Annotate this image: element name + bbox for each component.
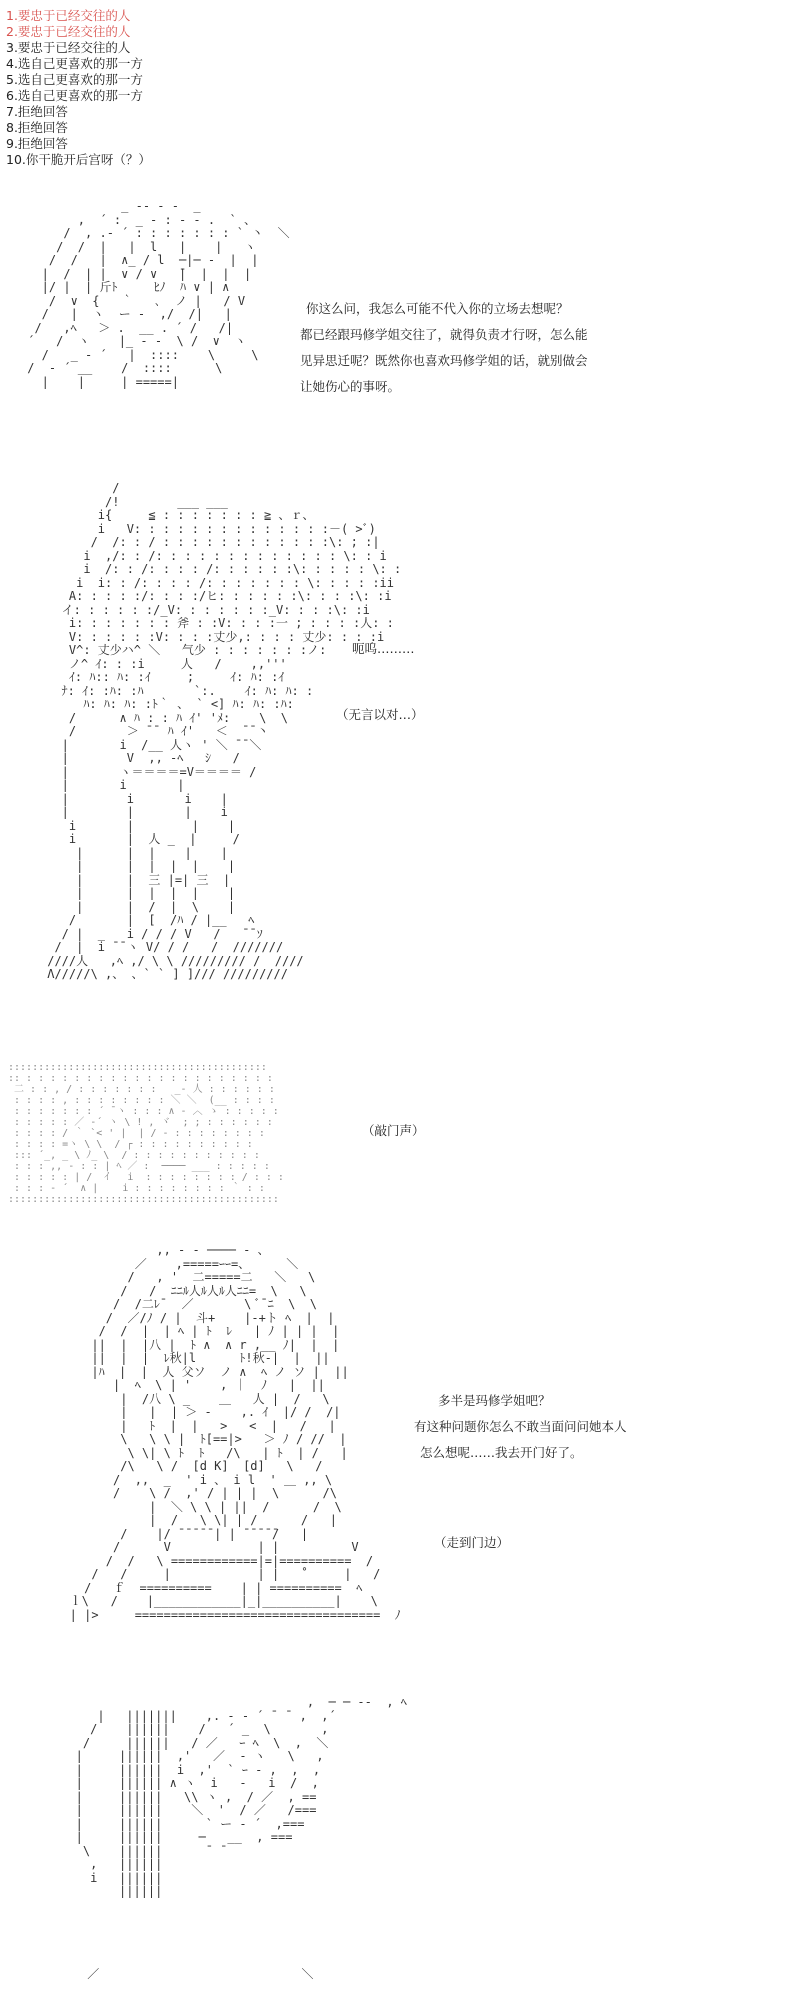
option-1: 1.要忠于已经交往的人 xyxy=(6,8,131,23)
panel4-line3: 怎么想呢……我去开门好了。 xyxy=(420,1445,583,1460)
option-7: 7.拒绝回答 xyxy=(6,104,68,119)
option-8: 8.拒绝回答 xyxy=(6,120,68,135)
panel1-line2: 都已经跟玛修学姐交往了，就得负责才行呀，怎么能 xyxy=(300,327,588,342)
option-list xyxy=(6,8,151,168)
ascii-art-figure-2: / /! ___ ___ i{ ≦ : : : : : : : ≧ 、ｒ、 i V: : : : : : : : : : : : : :－( >ﾞ) / /: : / : : : : : : : : : : : :\: ; :| i ,/: : /: : : : : : : : : : : : : \: : i i /: : /: : : : /: : : : : :\: : : : : \: : i i: : /: : : : /: : : : : : : \: : : : :ii A: : : : :/: : : :/ヒ: : : : : :\: : : :\: :i イ: : : : : :/_V: : : : : : :_V: : : :\: :i i: : : : : : : 斧 : :V: : : :一 ; : : : :人: : V: : : : : :V: : : :丈少,: : : : 丈少: : : :i V^: 丈少ハ^ ＼ 气少 : : : : : : :ノ: ノ^ ｲ: : :i 人 / ,,''' ｲ: ﾊ:: ﾊ: :ｲ ; ｲ: ﾊ: :ｲ ﾅ: ｲ: :ﾊ: :ﾊ `:. ｲ: ﾊ: ﾊ: : ﾊ: ﾊ: ﾊ: :ﾄ｀ 、 ` <] ﾊ: ﾊ: :ﾊ: / ∧ ﾊ : : ﾊ ｲ' 'ﾒ: \ \ / ＞ ̄ ̄ ﾊ ｲ' ＜ ̄ ̄ 丶 | i /__ 人ヽ ' ＼ ̄ ̄ ＼ | V ,, -ﾍ ｼ / | ヽ＝＝＝＝=V＝＝＝＝ / | i | | i i | | | | i i | | | i | 人 _ | / | | | | | | | | | | | | | 三 |=| 三 | | | | | | | | | / | \ | / | [ /ﾊ / |__ ﾍ / | _ i / / / V / ̄ ̄ ｿ / | i ̄ ̄ ヽ V/ / / / /////// ////人 ,ﾍ ,/ \ \ ///////// / //// Λ/////\ ,、 、` ` ] ]/// ///////// xyxy=(47,481,402,981)
ascii-art-bottom-fragment: ／ ＼ xyxy=(87,1967,314,1981)
panel1-line4: 让她伤心的事呀。 xyxy=(300,379,401,394)
ascii-art-closeup-5: , ─ ─ -‐ , ﾍ | ||||||| ,. - ‐ ´ ¯ ¯ , ,´ / |||||| / ´ _ \ , / |||||| / ／ ｰ ﾍ \ , ＼ | |||||| ,' ／ ‐ ヽ \ , | |||||| i ,' ` ｰ ‐ , , , | |||||| ∧ ヽ i ‐ i / , | |||||| \\ ヽ , / ／ , == | |||||| ＼ ' / ／ /=== | |||||| ` ー ‐ ´ ,=== | |||||| ─ __ , === \ |||||| ¯ ¯ , |||||| i |||||| |||||| xyxy=(75,1695,407,1898)
option-5: 5.选自己更喜欢的那一方 xyxy=(6,72,143,87)
ascii-art-figure-4: ,, - ‐ ──── - 、 ／ ,=====ｰｰ=、 ＼ / , ' 二=====二 ＼ \ / / ﾆﾆﾙ人ﾙ人ﾙ人ﾆﾆ= \ \ / /二ﾚ¯ ／ \ ﾞ¯ﾆ \ \ / ／/ﾉ / | 斗+ |-+ト ﾍ | | / / | | ﾍ | ﾄ ﾚ | ﾉ | | | | || | |八 | ﾄ ∧ ∧ r ,__ ﾉ| | | || | | ﾚ秋|l ﾄ!秋-| | || |ﾊ | | 人 父ソ ノ ∧ ﾍ ノ ソ | || | ﾍ \ | ' , ｜ ﾉ | || | /八 \ _ ＿ 人 | / \ | | | ＞ - ,. ｲ |/ / /| | ﾄ | | > < | / | \ \ \ | ﾄ[==|> ＞ ﾉ / // | \ \| \ ﾄ ﾄ /\ | ﾄ | / | /\ \ / [d K] [d] \ / / ,, _ ' i 、 i l ' ＿ ,, \ / \ / ,' / | | | \ /\ | ＼ \ \ | || / / \ | / \ \| | / / | / |/ ̄ ̄ ̄ ̄ ̄ | | ̄ ̄ ̄ ̄ ̄/ | / V | | V / / \ ============|=|========== / / / | | | ˚ | / / ｆ ========== | | ========== ﾍ ｌ\ / |____________|_|__________| \ | |> ================================== ﾉ xyxy=(69,1243,401,1622)
panel1-line1: 你这么问，我怎么可能不代入你的立场去想呢？ xyxy=(306,301,569,316)
panel1-dialogue xyxy=(300,296,620,400)
panel4-line2: 有这种问题你怎么不敢当面问问她本人 xyxy=(414,1419,627,1434)
panel4-dialogue xyxy=(414,1388,627,1466)
option-4: 4.选自己更喜欢的那一方 xyxy=(6,56,143,71)
option-10: 10.你干脆开后宫呀（？） xyxy=(6,152,151,167)
option-6: 6.选自己更喜欢的那一方 xyxy=(6,88,143,103)
panel1-line3: 见异思迁呢？既然你也喜欢玛修学姐的话，就别做会 xyxy=(300,353,588,368)
option-3: 3.要忠于已经交往的人 xyxy=(6,40,131,55)
ascii-art-figure-1: _ -‐ ‐ - _ , ´ : _ ‐ : ‐ - . ` 、 / , .- ´ : : : : : : : ` 丶 ＼ / / | | l | | ヽ / / | ∧_ / l ─|─ ‐ | | | / | | ∨ / ∨ ̄| | | | |/ | | 斤ﾄ ﾋﾉ ﾊ ∨ | ∧ / ∨ { ｀ ､ ノ | / V / | ヽ ー ‐ ,/ /| | / ,ﾍ ＞ . __ . ´ / /| ´ / ヽ |_ ‐ ‐ \ / ∨ ヽ / _ - ´ | :::: \ \ / ‐ ´ __ / :::: \ | | | =====| xyxy=(27,199,290,389)
panel4-line1: 多半是玛修学姐吧？ xyxy=(438,1393,551,1408)
panel3-knock: （敲门声） xyxy=(362,1123,425,1138)
panel2-silent: （无言以对…） xyxy=(336,707,424,722)
panel4-walk: （走到门边） xyxy=(434,1535,510,1550)
option-9: 9.拒绝回答 xyxy=(6,136,68,151)
ascii-art-door-knock: ::::::::::::::::::::::::::::::::::::::::::: :: : : : : : : : : : : : : : : : : : : : : : 二 : : , / : : : : : : : _‐ 人 : : : : : : : : : : , : : : : : : : : ＼ ＼ (__ : : : : : : : : : : : ´ ̄ ヽ : : : ∧ ‐ ︿ ゝ : : : : : : : : : : ／ ‐´ ヽ \ ! , ヾ ; ; : : : : : : : : : : / ｀ `< ' | | / ‐ : : : : : : : : : : : : =ヽ \ \ / ┌ : : : : : : : : : : ::: ´_, _ \ ﾉ_ \ / : : : : : : : : : : : : : : ,, - : : | ﾍ ／ : ──── ___ : : : : : : : : : : | / ｲ i : : : : : : : : / : : : : : : ‐ ´ ∧ | i : : : : : : : : ｀ : : ::::::::::::::::::::::::::::::::::::::::::::: xyxy=(8,1062,284,1205)
option-2: 2.要忠于已经交往的人 xyxy=(6,24,131,39)
panel2-sigh: 呃呜……… xyxy=(352,641,415,656)
